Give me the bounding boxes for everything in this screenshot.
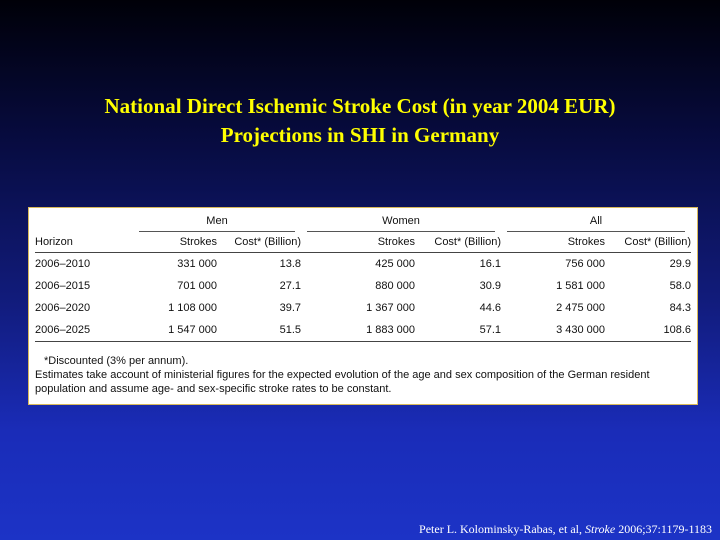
cell-men-strokes: 701 000 — [177, 280, 217, 292]
table-row — [35, 297, 691, 319]
table-estimates-note: Estimates take account of ministerial figures for the expected evolution of the age and sex composition of the German resident population and assume age- and sex-specific stroke rates to be constant. — [35, 369, 650, 395]
cell-horizon: 2006–2015 — [35, 280, 91, 292]
citation-reference: 2006;37:1179-1183 — [615, 522, 712, 536]
cell-men-strokes: 331 000 — [177, 258, 217, 270]
citation — [419, 522, 712, 537]
cell-men-cost: 39.7 — [279, 302, 301, 314]
cell-men-strokes: 1 547 000 — [133, 319, 217, 342]
table-row — [35, 319, 691, 342]
column-header-men-strokes: Strokes — [133, 232, 217, 253]
cell-women-cost: 16.1 — [479, 258, 502, 270]
cell-all-strokes: 756 000 — [565, 258, 606, 270]
cell-all-cost: 84.3 — [669, 302, 692, 314]
cell-all-strokes: 1 581 000 — [556, 280, 606, 292]
cell-women-cost: 30.9 — [479, 280, 502, 292]
cell-all-cost: 108.6 — [605, 319, 691, 342]
cell-women-strokes: 1 883 000 — [301, 319, 415, 342]
group-header-row — [35, 211, 691, 232]
group-header-women: Women — [301, 211, 501, 232]
table-notes — [35, 354, 691, 396]
cell-women-strokes: 425 000 — [375, 258, 415, 270]
cell-men-strokes: 1 108 000 — [168, 302, 217, 314]
citation-journal: Stroke — [585, 522, 616, 536]
cell-women-cost: 44.6 — [479, 302, 502, 314]
cell-all-strokes: 3 430 000 — [501, 319, 605, 342]
cell-all-cost: 29.9 — [669, 258, 692, 270]
cell-men-cost: 13.8 — [279, 258, 301, 270]
cell-horizon: 2006–2010 — [35, 258, 91, 270]
table-row — [35, 253, 691, 276]
title-line-1: National Direct Ischemic Stroke Cost (in year 2004 EUR) — [104, 94, 616, 118]
group-header-men: Men — [133, 211, 301, 232]
title-line-2: Projections in SHI in Germany — [220, 123, 500, 147]
cell-men-cost: 27.1 — [279, 280, 301, 292]
cost-projection-table-panel — [28, 207, 698, 405]
group-header-spacer — [35, 211, 133, 232]
column-header-horizon: Horizon — [35, 232, 133, 253]
cell-women-cost: 57.1 — [415, 319, 501, 342]
column-header-all-cost: Cost* (Billion) — [605, 232, 691, 253]
table-footnote: *Discounted (3% per annum). — [44, 355, 189, 367]
column-header-women-strokes: Strokes — [301, 232, 415, 253]
cell-horizon: 2006–2020 — [35, 302, 91, 314]
cell-women-strokes: 880 000 — [375, 280, 415, 292]
group-header-all: All — [501, 211, 691, 232]
table-row — [35, 275, 691, 297]
cell-women-strokes: 1 367 000 — [366, 302, 415, 314]
cost-projection-table — [35, 211, 691, 342]
column-header-women-cost: Cost* (Billion) — [415, 232, 501, 253]
cell-men-cost: 51.5 — [217, 319, 301, 342]
column-header-men-cost: Cost* (Billion) — [217, 232, 301, 253]
cell-horizon: 2006–2025 — [35, 319, 133, 342]
cell-all-cost: 58.0 — [669, 280, 692, 292]
column-header-all-strokes: Strokes — [501, 232, 605, 253]
slide-title — [0, 92, 720, 150]
citation-authors: Peter L. Kolominsky-Rabas, et al, — [419, 522, 585, 536]
column-header-row — [35, 232, 691, 253]
cell-all-strokes: 2 475 000 — [556, 302, 606, 314]
